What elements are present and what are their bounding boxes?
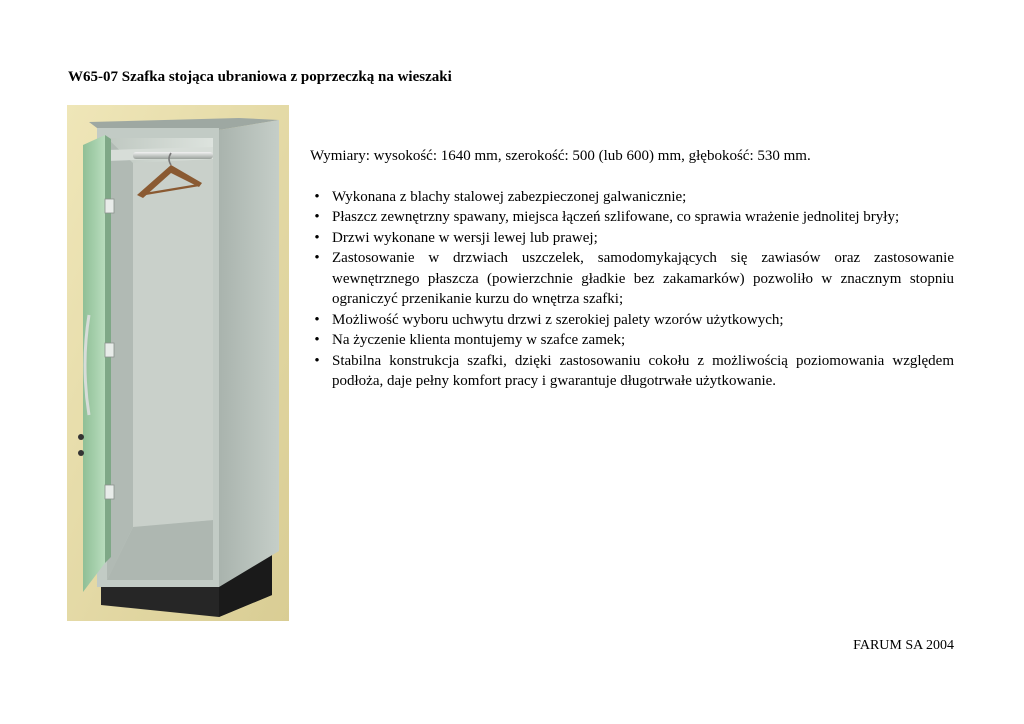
page-title: W65-07 Szafka stojąca ubraniowa z poprzeczką na wieszaki	[68, 69, 452, 85]
list-item: • Zastosowanie w drzwiach uszczelek, samodomykających się zawiasów oraz zastosowanie wewnętrznego płaszcza (powierzchnie gładkie bez zakamarków) pozwoliło w znacznym stopniu ograniczyć przenikanie kurzu do wnętrza szafki;	[310, 248, 954, 310]
cabinet-side	[219, 120, 279, 587]
list-item: • Drzwi wykonane w wersji lewej lub prawej;	[310, 228, 954, 249]
cabinet-illustration	[67, 105, 289, 621]
bullet-icon: •	[314, 188, 320, 205]
bullet-icon: •	[314, 332, 320, 348]
bullet-icon: •	[314, 250, 320, 266]
bullet-icon: •	[314, 311, 320, 328]
list-item: • Stabilna konstrukcja szafki, dzięki zastosowaniu cokołu z możliwością poziomowania względem podłoża, daje pełny komfort pracy i gwarantuje długotrwałe użytkowanie.	[310, 351, 954, 392]
cabinet-drawing	[67, 105, 289, 621]
list-item: • Możliwość wyboru uchwytu drzwi z szerokiej palety wzorów użytkowych;	[310, 310, 954, 331]
description	[310, 146, 954, 392]
list-item: • Płaszcz zewnętrzny spawany, miejsca łączeń szlifowane, co sprawia wrażenie jednolitej bryły;	[310, 207, 954, 228]
list-item: • Wykonana z blachy stalowej zabezpieczonej galwanicznie;	[310, 187, 954, 208]
dimensions-text: Wymiary: wysokość: 1640 mm, szerokość: 500 (lub 600) mm, głębokość: 530 mm.	[310, 148, 811, 164]
list-item: • Na życzenie klienta montujemy w szafce zamek;	[310, 330, 954, 351]
bullet-icon: •	[314, 229, 320, 246]
bullet-icon: •	[314, 352, 320, 369]
feature-list	[310, 187, 954, 392]
hanging-rod	[133, 152, 213, 159]
footer-text: FARUM SA 2004	[853, 638, 954, 653]
bullet-icon: •	[314, 209, 320, 225]
